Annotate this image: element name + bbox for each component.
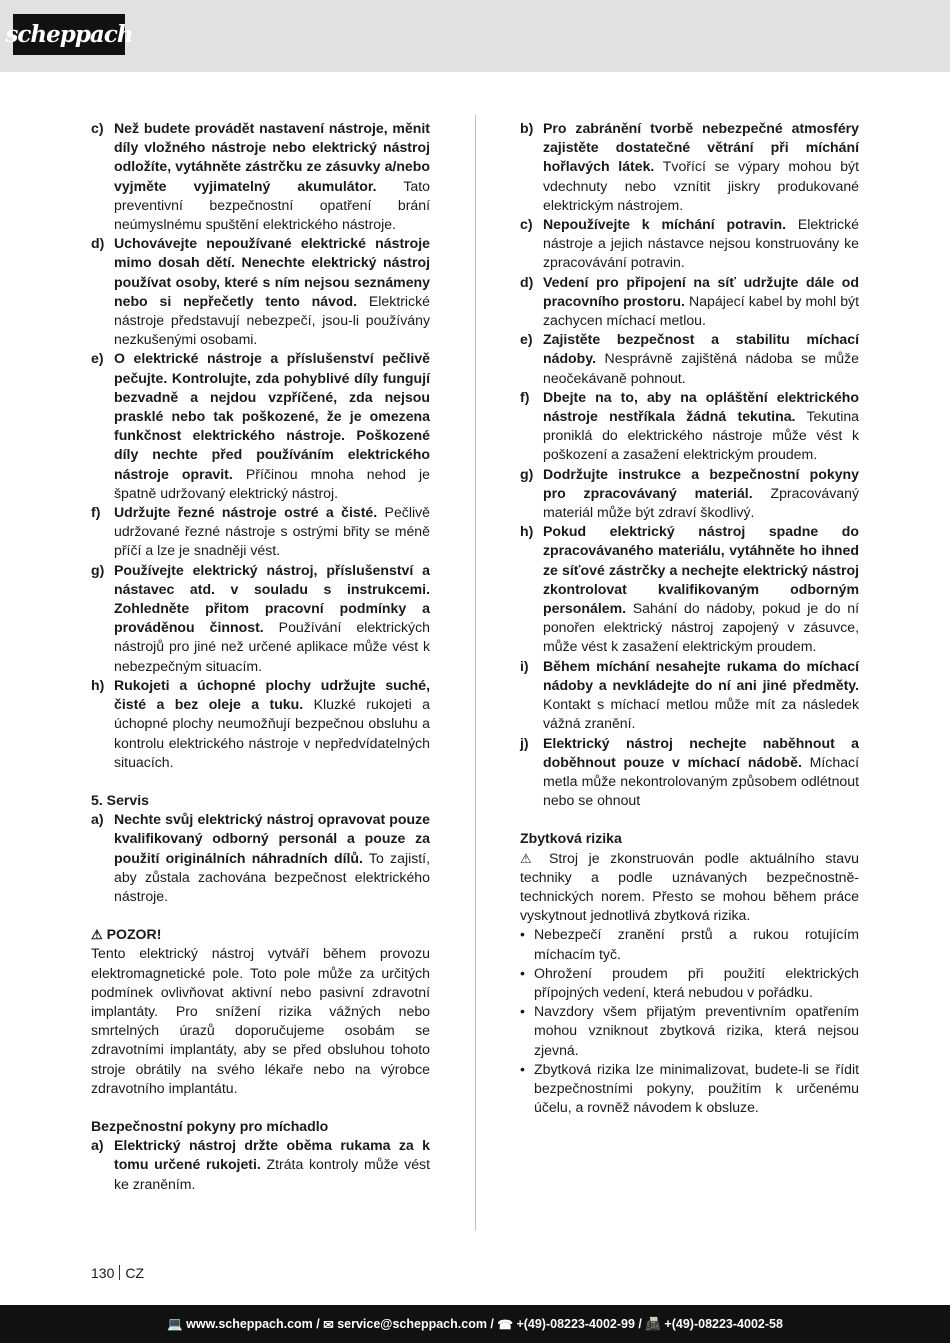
list-item <box>91 1136 430 1194</box>
item-marker: j) <box>520 734 529 751</box>
item-marker: g) <box>520 465 534 482</box>
column-divider <box>475 115 476 1231</box>
fax-icon: 📠 <box>645 1316 661 1331</box>
item-bold-text: Pro zabránění tvorbě nebezpečné atmosféry zajistěte dostatečné větrání při míchání hořlavých látek. <box>543 120 859 175</box>
item-bold-text: Uchovávejte nepoužívané elektrické nástroje mimo dosah dětí. Nenechte elektrický nástroj používat osoby, které s ním nejsou seznámeny nebo si nepřečetly tento návod. <box>114 235 430 309</box>
item-text: Používání elektrických nástrojů pro jiné než určené aplikace může vést k nebezpečným situacím. <box>114 619 430 674</box>
item-marker: h) <box>520 523 534 540</box>
item-marker: a) <box>91 1137 104 1154</box>
warning-icon: ⚠ <box>520 850 539 866</box>
item-marker: h) <box>91 676 105 693</box>
item-text: Kontakt s míchací metlou může mít za následek vážná zranění. <box>543 696 859 732</box>
item-bold-text: Nepoužívejte k míchání potravin. <box>543 216 787 233</box>
item-text: Zpracovávaný materiál může být zdraví škodlivý. <box>543 484 860 521</box>
item-bold-text: Během míchání nesahejte rukama do míchací nádoby a nevkládejte do ní ani jiné předměty. <box>543 657 859 693</box>
item-bold-text: Elektrický nástroj nechejte naběhnout a doběhnout pouze v míchací nádobě. <box>543 734 859 770</box>
list-item <box>520 388 859 465</box>
list-item <box>520 465 859 523</box>
list-item <box>520 657 859 734</box>
page-footer-number <box>91 1265 144 1281</box>
scheppach-logo: scheppach <box>13 14 125 55</box>
item-text: To zajistí, aby zůstala zachována bezpečnost elektrického nástroje. <box>114 849 430 904</box>
item-marker: d) <box>520 273 534 290</box>
item-marker: e) <box>91 350 104 367</box>
item-bold-text: Pokud elektrický nástroj spadne do zpracovávaného materiálu, vytáhněte ho ihned ze síťové zástrčky a nechejte elektrický nástroj zkontrolovat kvalifikovaným odborným personálem. <box>543 523 859 617</box>
web-icon: 💻 <box>167 1316 183 1331</box>
item-text: Pečlivě udržované řezné nástroje s ostrými břity se méně příčí a lze je snadněji vést. <box>114 504 430 559</box>
item-bold-text: Dodržujte instrukce a bezpečnostní pokyny pro zpracovávaný materiál. <box>543 465 859 501</box>
list-item <box>520 330 859 388</box>
item-bold-text: O elektrické nástroje a příslušenství pečlivě pečujte. Kontrolujte, zda pohyblivé díly fungují bezvadně a nejdou vzpříčené, zda nejsou prasklé nebo tak poškozené, že je omezena funkčnost elektrického nástroje. Poškozené díly nechte před používáním elektrického nástroje opravit. <box>114 350 430 482</box>
caution-heading <box>91 925 430 944</box>
item-text: Míchací metla může nekontrolovaným způsobem odlétnout nebo se ohnout <box>543 753 859 809</box>
phone-icon: ☎ <box>497 1317 513 1332</box>
item-text: Tvořící se výpary mohou být vdechnuty nebo vznítit jiskry produkované elektrickým nástrojem. <box>543 158 859 213</box>
bullet-dot: • <box>520 926 525 943</box>
list-item <box>91 349 430 503</box>
footer-separator: / <box>486 1317 498 1331</box>
bullet-text: Nebezpečí zranění prstů a rukou rotujícím míchacím tyč. <box>534 926 859 962</box>
left-column <box>91 119 430 1194</box>
list-item <box>520 215 859 273</box>
list-item <box>91 234 430 349</box>
page-number: 130 <box>91 1265 115 1281</box>
item-marker: c) <box>91 120 104 136</box>
mixer-safety-heading: Bezpečnostní pokyny pro míchadlo <box>91 1117 329 1134</box>
list-item <box>520 273 859 331</box>
residual-risks-heading: Zbytková rizika <box>520 830 622 847</box>
residual-intro <box>520 849 859 926</box>
item-text: Kluzké rukojeti a úchopné plochy neumožňují bezpečnou obsluhu a kontrolu elektrického nástroje v nepředvídatelných situacích. <box>114 696 430 770</box>
residual-bullet-item <box>520 964 859 1002</box>
item-bold-text: Používejte elektrický nástroj, příslušenství a nástavec atd. v souladu s instrukcemi. Zohledněte přitom pracovní podmínky a prováděnou činnost. <box>114 561 430 636</box>
item-bold-text: Vedení pro připojení na síť udržujte dále od pracovního prostoru. <box>543 273 859 309</box>
right-column <box>520 119 859 1117</box>
contact-footer <box>0 1305 950 1343</box>
list-item <box>520 734 859 811</box>
item-marker: g) <box>91 561 105 578</box>
email-link[interactable]: service@scheppach.com <box>337 1317 487 1331</box>
warning-icon: ⚠ <box>91 927 103 943</box>
item-marker: e) <box>520 331 533 348</box>
list-item <box>91 119 430 234</box>
bullet-text: Ohrožení proudem při použití elektrických přípojných vedení, která nebudou v pořádku. <box>534 964 859 1000</box>
item-text: Tekutina proniklá do elektrického nástroje může vést k poškození a zasažení elektrickým proudem. <box>543 408 859 463</box>
phone-number: +(49)-08223-4002-99 <box>516 1317 635 1331</box>
bullet-dot: • <box>520 1003 525 1020</box>
footer-separator: / <box>634 1317 646 1331</box>
language-code: CZ <box>125 1265 145 1281</box>
item-text: Elektrické nástroje představují nebezpečí, jsou-li používány nezkušenými osobami. <box>114 292 430 348</box>
item-text: Napájecí kabel by mohl být zachycen míchací metlou. <box>543 292 859 329</box>
residual-intro-text: Stroj je zkonstruován podle aktuálního stavu techniky a podle uznávaných bezpečnostně-technických norem. Přesto se mohou během práce vyskytnout jednotlivá zbytková rizika. <box>520 849 860 924</box>
item-marker: c) <box>520 216 533 233</box>
header-band <box>0 0 950 72</box>
item-text: Nesprávně zajištěná nádoba se může neočekávaně pohnout. <box>543 350 859 386</box>
item-bold-text: Než budete provádět nastavení nástroje, měnit díly vložného nástroje nebo elektrický nástroj odložíte, vytáhněte zástrčku ze zásuvky a/nebo vyjměte vyjimatelný akumulátor. <box>114 120 430 194</box>
item-bold-text: Rukojeti a úchopné plochy udržujte suché, čisté a bez oleje a tuku. <box>114 676 430 713</box>
fax-number: +(49)-08223-4002-58 <box>664 1317 783 1331</box>
bullet-text: Navzdory všem přijatým preventivním opatřením mohou vzniknout zbytková rizika, která nejsou zjevná. <box>534 1003 859 1058</box>
item-bold-text: Zajistěte bezpečnost a stabilitu míchací nádoby. <box>543 331 859 367</box>
item-bold-text: Dbejte na to, aby na opláštění elektrického nástroje nestříkala žádná tekutina. <box>543 388 859 425</box>
caution-heading-text: POZOR! <box>106 926 162 943</box>
item-marker: f) <box>91 504 101 521</box>
caution-text: Tento elektrický nástroj vytváří během provozu elektromagnetické pole. Toto pole může za určitých podmínek ovlivňovat aktivní nebo pasivní zdravotní implantáty. Pro snížení rizika vážných nebo smrtelných úrazů doporučujeme osobám se zdravotními implantáty, aby se před obsluhou tohoto stroje obrátily na svého lékaře nebo na výrobce zdravotního implantátu. <box>91 945 430 1096</box>
residual-bullet-item <box>520 1002 859 1060</box>
list-item <box>520 522 859 656</box>
item-marker: i) <box>520 657 529 674</box>
bullet-dot: • <box>520 964 525 981</box>
item-marker: f) <box>520 388 530 405</box>
list-item <box>91 503 430 561</box>
list-item <box>91 810 430 906</box>
item-bold-text: Elektrický nástroj držte oběma rukama za k tomu určené rukojeti. <box>114 1137 430 1173</box>
list-item <box>91 676 430 772</box>
item-text: Elektrické nástroje a jejich nástavce nejsou konstruovány ke zpracovávání potravin. <box>543 216 859 271</box>
item-text: Příčinou mnoha nehod je špatně udržovaný elektrický nástroj. <box>114 465 430 501</box>
footer-separator: / <box>312 1317 324 1331</box>
list-item <box>520 119 859 215</box>
item-marker: b) <box>520 120 534 136</box>
residual-bullet-item <box>520 1060 859 1118</box>
item-text: Sahání do nádoby, pokud je do ní ponořen elektrický nástroj zapojený v zásuvce, může vést k zasažení elektrickým proudem. <box>543 600 859 655</box>
mail-icon: ✉ <box>323 1317 334 1332</box>
service-heading: 5. Servis <box>91 791 149 808</box>
bullet-dot: • <box>520 1060 525 1077</box>
item-text: Ztráta kontroly může vést ke zraněním. <box>114 1156 430 1192</box>
item-bold-text: Udržujte řezné nástroje ostré a čisté. <box>114 504 378 521</box>
residual-bullet-item <box>520 925 859 963</box>
item-bold-text: Nechte svůj elektrický nástroj opravovat pouze kvalifikovaný odborný personál a pouze za použití originálních náhradních dílů. <box>114 811 430 866</box>
list-item <box>91 561 430 676</box>
page-number-separator <box>119 1265 120 1280</box>
item-marker: a) <box>91 811 104 828</box>
bullet-text: Zbytková rizika lze minimalizovat, budete-li se řídit bezpečnostními pokyny, použitím k určenému účelu, a rovněž návodem k obsluze. <box>534 1060 859 1116</box>
item-marker: d) <box>91 235 105 252</box>
item-text: Tato preventivní bezpečnostní opatření brání neúmyslnému spuštění elektrického nástroje. <box>114 177 430 233</box>
website-link[interactable]: www.scheppach.com <box>186 1317 313 1331</box>
